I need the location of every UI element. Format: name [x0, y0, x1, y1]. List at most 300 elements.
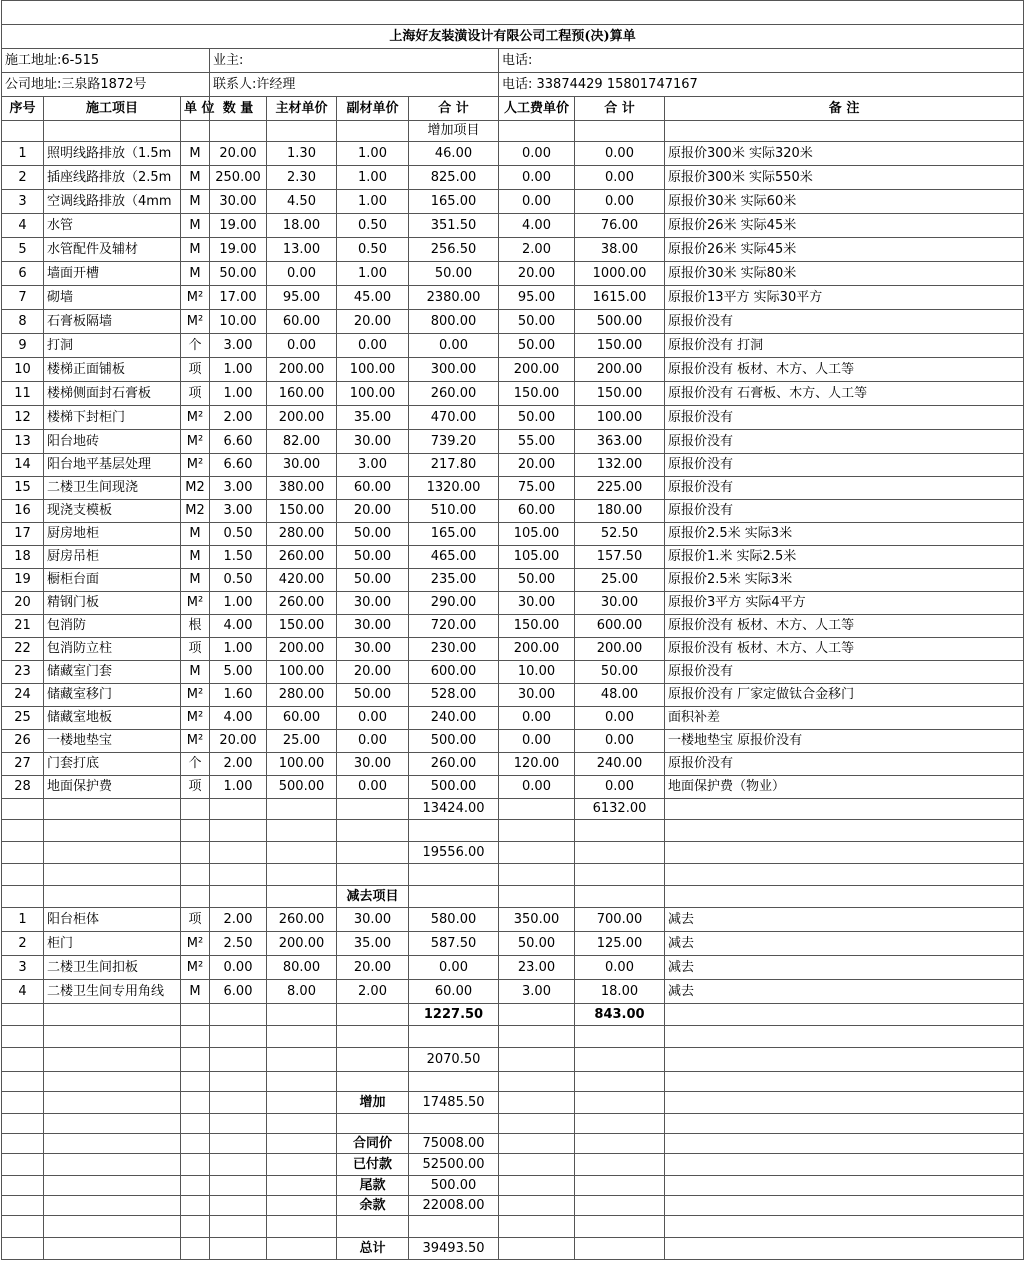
table-cell[interactable]: 项	[181, 638, 210, 661]
table-cell[interactable]: 1.60	[210, 684, 267, 707]
table-cell[interactable]: 20.00	[337, 661, 409, 684]
table-cell[interactable]: 50.00	[499, 932, 575, 956]
table-cell[interactable]: 256.50	[409, 238, 499, 262]
empty-cell[interactable]	[575, 1176, 665, 1196]
empty-cell[interactable]	[499, 842, 575, 864]
table-cell[interactable]: 1.00	[337, 142, 409, 166]
empty-cell[interactable]	[665, 1134, 1024, 1154]
table-cell[interactable]: 地面保护费（物业）	[665, 776, 1024, 799]
table-cell[interactable]: 4	[2, 214, 44, 238]
table-cell[interactable]: M	[181, 523, 210, 546]
empty-cell[interactable]	[575, 1114, 665, 1134]
table-cell[interactable]: M²	[181, 430, 210, 454]
empty-cell[interactable]	[409, 886, 499, 908]
table-cell[interactable]: 150.00	[267, 500, 337, 523]
summary-label[interactable]: 尾款	[337, 1176, 409, 1196]
table-cell[interactable]: 12	[2, 406, 44, 430]
summary-label[interactable]: 增加	[337, 1092, 409, 1114]
empty-cell[interactable]	[337, 1004, 409, 1026]
table-cell[interactable]: 精钢门板	[44, 592, 181, 615]
table-cell[interactable]: 52.50	[575, 523, 665, 546]
table-cell[interactable]: M²	[181, 956, 210, 980]
table-cell[interactable]: 470.00	[409, 406, 499, 430]
table-cell[interactable]: 1	[2, 142, 44, 166]
table-cell[interactable]: 0.00	[499, 707, 575, 730]
table-cell[interactable]: 260.00	[409, 382, 499, 406]
empty-cell[interactable]	[267, 886, 337, 908]
table-cell[interactable]: 0.50	[337, 214, 409, 238]
material-total[interactable]: 13424.00	[409, 799, 499, 820]
table-cell[interactable]: M	[181, 661, 210, 684]
table-cell[interactable]: 28	[2, 776, 44, 799]
empty-cell[interactable]	[665, 886, 1024, 908]
table-cell[interactable]: 2	[2, 932, 44, 956]
table-cell[interactable]: 一楼地垫宝	[44, 730, 181, 753]
table-cell[interactable]: 23.00	[499, 956, 575, 980]
table-cell[interactable]: 1.00	[210, 382, 267, 406]
empty-cell[interactable]	[210, 1238, 267, 1260]
table-cell[interactable]: 10	[2, 358, 44, 382]
empty-cell[interactable]	[210, 1114, 267, 1134]
table-cell[interactable]: 105.00	[499, 523, 575, 546]
table-cell[interactable]: 280.00	[267, 523, 337, 546]
empty-cell[interactable]	[267, 1196, 337, 1216]
empty-cell[interactable]	[2, 864, 44, 886]
empty-cell[interactable]	[665, 1048, 1024, 1072]
table-cell[interactable]: 240.00	[409, 707, 499, 730]
table-cell[interactable]: 22	[2, 638, 44, 661]
table-cell[interactable]: 38.00	[575, 238, 665, 262]
table-cell[interactable]: 50.00	[499, 310, 575, 334]
empty-cell[interactable]	[210, 1004, 267, 1026]
summary-value[interactable]: 52500.00	[409, 1154, 499, 1176]
table-cell[interactable]: 原报价30米 实际60米	[665, 190, 1024, 214]
summary-label[interactable]: 已付款	[337, 1154, 409, 1176]
table-cell[interactable]: 3.00	[210, 500, 267, 523]
section-title[interactable]: 增加项目	[409, 121, 499, 142]
table-cell[interactable]: 项	[181, 776, 210, 799]
table-cell[interactable]: M	[181, 980, 210, 1004]
empty-cell[interactable]	[267, 1238, 337, 1260]
empty-cell[interactable]	[575, 886, 665, 908]
empty-cell[interactable]	[267, 1026, 337, 1048]
table-cell[interactable]: 减去	[665, 908, 1024, 932]
table-cell[interactable]: 60.00	[267, 707, 337, 730]
table-cell[interactable]: 18.00	[267, 214, 337, 238]
empty-cell[interactable]	[210, 1134, 267, 1154]
table-cell[interactable]: 20.00	[210, 730, 267, 753]
table-cell[interactable]: 8.00	[267, 980, 337, 1004]
table-cell[interactable]: 260.00	[267, 546, 337, 569]
table-cell[interactable]: 20.00	[337, 956, 409, 980]
empty-cell[interactable]	[44, 886, 181, 908]
table-cell[interactable]: 原报价1.米 实际2.5米	[665, 546, 1024, 569]
table-cell[interactable]: 0.00	[337, 776, 409, 799]
company-address[interactable]: 公司地址:三泉路1872号	[2, 73, 210, 97]
empty-cell[interactable]	[665, 1196, 1024, 1216]
table-cell[interactable]: 阳台地平基层处理	[44, 454, 181, 477]
table-cell[interactable]: 260.00	[267, 592, 337, 615]
table-cell[interactable]: 0.00	[575, 707, 665, 730]
empty-cell[interactable]	[575, 1134, 665, 1154]
table-cell[interactable]: 个	[181, 753, 210, 776]
empty-cell[interactable]	[267, 1004, 337, 1026]
table-cell[interactable]: 26	[2, 730, 44, 753]
table-cell[interactable]: 50.00	[409, 262, 499, 286]
table-cell[interactable]: 50.00	[499, 569, 575, 592]
table-cell[interactable]: 1.00	[337, 262, 409, 286]
table-cell[interactable]: 原报价26米 实际45米	[665, 214, 1024, 238]
table-cell[interactable]: 1	[2, 908, 44, 932]
empty-cell[interactable]	[44, 1238, 181, 1260]
table-cell[interactable]: M²	[181, 592, 210, 615]
table-cell[interactable]: 原报价没有 石膏板、木方、人工等	[665, 382, 1024, 406]
table-cell[interactable]: 180.00	[575, 500, 665, 523]
empty-cell[interactable]	[2, 1238, 44, 1260]
empty-cell[interactable]	[44, 799, 181, 820]
material-total[interactable]: 1227.50	[409, 1004, 499, 1026]
empty-cell[interactable]	[181, 1048, 210, 1072]
table-cell[interactable]: 1000.00	[575, 262, 665, 286]
table-cell[interactable]: 原报价没有 板材、木方、人工等	[665, 358, 1024, 382]
table-cell[interactable]: 20.00	[210, 142, 267, 166]
table-cell[interactable]: 3.00	[210, 334, 267, 358]
table-cell[interactable]: 35.00	[337, 932, 409, 956]
empty-cell[interactable]	[499, 1134, 575, 1154]
table-cell[interactable]: 减去	[665, 980, 1024, 1004]
empty-cell[interactable]	[44, 864, 181, 886]
table-cell[interactable]: 528.00	[409, 684, 499, 707]
column-header[interactable]: 合 计	[409, 97, 499, 121]
table-cell[interactable]: 100.00	[267, 661, 337, 684]
table-cell[interactable]: 0.00	[499, 166, 575, 190]
table-cell[interactable]: 个	[181, 334, 210, 358]
column-header[interactable]: 合 计	[575, 97, 665, 121]
empty-cell[interactable]	[499, 1176, 575, 1196]
table-cell[interactable]: 200.00	[575, 638, 665, 661]
empty-cell[interactable]	[665, 842, 1024, 864]
labor-total[interactable]: 843.00	[575, 1004, 665, 1026]
table-cell[interactable]: 3	[2, 190, 44, 214]
empty-cell[interactable]	[267, 1048, 337, 1072]
table-cell[interactable]: 2.00	[337, 980, 409, 1004]
empty-cell[interactable]	[575, 1154, 665, 1176]
empty-cell[interactable]	[44, 1114, 181, 1134]
table-cell[interactable]: 20	[2, 592, 44, 615]
table-cell[interactable]: 0.00	[575, 190, 665, 214]
empty-cell[interactable]	[499, 820, 575, 842]
table-cell[interactable]: 0.50	[210, 523, 267, 546]
table-cell[interactable]: 95.00	[267, 286, 337, 310]
table-cell[interactable]: M	[181, 190, 210, 214]
empty-cell[interactable]	[2, 1114, 44, 1134]
table-cell[interactable]: 打洞	[44, 334, 181, 358]
empty-cell[interactable]	[267, 820, 337, 842]
table-cell[interactable]: 0.00	[267, 334, 337, 358]
table-cell[interactable]: M²	[181, 684, 210, 707]
empty-cell[interactable]	[665, 1114, 1024, 1134]
table-cell[interactable]: M²	[181, 286, 210, 310]
table-cell[interactable]: 217.80	[409, 454, 499, 477]
table-cell[interactable]: 20.00	[499, 454, 575, 477]
owner-field[interactable]: 业主:	[210, 49, 499, 73]
table-cell[interactable]: 原报价没有	[665, 500, 1024, 523]
table-cell[interactable]: M	[181, 262, 210, 286]
empty-cell[interactable]	[499, 1026, 575, 1048]
table-cell[interactable]: 25.00	[575, 569, 665, 592]
table-cell[interactable]: 30.00	[337, 908, 409, 932]
table-cell[interactable]: 160.00	[267, 382, 337, 406]
table-cell[interactable]: 60.00	[267, 310, 337, 334]
table-cell[interactable]: 1.50	[210, 546, 267, 569]
empty-cell[interactable]	[210, 1176, 267, 1196]
table-cell[interactable]: 0.00	[575, 166, 665, 190]
empty-cell[interactable]	[181, 1154, 210, 1176]
table-cell[interactable]: 原报价2.5米 实际3米	[665, 523, 1024, 546]
table-cell[interactable]: 4.00	[499, 214, 575, 238]
table-cell[interactable]: 30.00	[267, 454, 337, 477]
empty-cell[interactable]	[210, 820, 267, 842]
table-cell[interactable]: 420.00	[267, 569, 337, 592]
table-cell[interactable]: 原报价26米 实际45米	[665, 238, 1024, 262]
table-cell[interactable]: 30.00	[499, 684, 575, 707]
table-cell[interactable]: 150.00	[575, 382, 665, 406]
empty-cell[interactable]	[210, 864, 267, 886]
empty-cell[interactable]	[210, 1216, 267, 1238]
table-cell[interactable]: 原报价没有 板材、木方、人工等	[665, 638, 1024, 661]
empty-cell[interactable]	[181, 799, 210, 820]
table-cell[interactable]: 插座线路排放（2.5m	[44, 166, 181, 190]
table-cell[interactable]: 原报价没有	[665, 310, 1024, 334]
table-cell[interactable]: 空调线路排放（4mm	[44, 190, 181, 214]
add-grand-total[interactable]: 19556.00	[409, 842, 499, 864]
summary-label[interactable]: 余款	[337, 1196, 409, 1216]
table-cell[interactable]: 260.00	[409, 753, 499, 776]
table-cell[interactable]: 17.00	[210, 286, 267, 310]
empty-cell[interactable]	[665, 1026, 1024, 1048]
table-cell[interactable]: M²	[181, 454, 210, 477]
empty-cell[interactable]	[267, 864, 337, 886]
table-cell[interactable]: M²	[181, 310, 210, 334]
table-cell[interactable]: 465.00	[409, 546, 499, 569]
table-cell[interactable]: 楼梯正面铺板	[44, 358, 181, 382]
empty-cell[interactable]	[337, 1072, 409, 1092]
table-cell[interactable]: 0.00	[210, 956, 267, 980]
table-cell[interactable]: 30.00	[337, 638, 409, 661]
table-cell[interactable]: 200.00	[267, 638, 337, 661]
table-cell[interactable]: 200.00	[267, 358, 337, 382]
table-cell[interactable]: 原报价没有 板材、木方、人工等	[665, 615, 1024, 638]
empty-cell[interactable]	[665, 799, 1024, 820]
table-cell[interactable]: 楼梯侧面封石膏板	[44, 382, 181, 406]
empty-cell[interactable]	[499, 864, 575, 886]
empty-cell[interactable]	[337, 1048, 409, 1072]
table-cell[interactable]: 500.00	[575, 310, 665, 334]
table-cell[interactable]: 15	[2, 477, 44, 500]
table-cell[interactable]: 2380.00	[409, 286, 499, 310]
empty-cell[interactable]	[499, 121, 575, 142]
table-cell[interactable]: 225.00	[575, 477, 665, 500]
table-cell[interactable]: 14	[2, 454, 44, 477]
empty-cell[interactable]	[210, 1154, 267, 1176]
empty-cell[interactable]	[575, 1072, 665, 1092]
column-header[interactable]: 序号	[2, 97, 44, 121]
table-cell[interactable]: 4.00	[210, 615, 267, 638]
empty-cell[interactable]	[44, 1216, 181, 1238]
table-cell[interactable]: 16	[2, 500, 44, 523]
empty-cell[interactable]	[267, 1114, 337, 1134]
table-cell[interactable]: 50.00	[499, 406, 575, 430]
table-cell[interactable]: 0.00	[409, 334, 499, 358]
empty-cell[interactable]	[210, 1196, 267, 1216]
table-cell[interactable]: 现浇支模板	[44, 500, 181, 523]
table-cell[interactable]: 10.00	[499, 661, 575, 684]
empty-cell[interactable]	[210, 1048, 267, 1072]
empty-cell[interactable]	[409, 1072, 499, 1092]
empty-cell[interactable]	[267, 1154, 337, 1176]
table-cell[interactable]: 30.00	[337, 430, 409, 454]
table-cell[interactable]: 门套打底	[44, 753, 181, 776]
table-cell[interactable]: 11	[2, 382, 44, 406]
column-header[interactable]: 施工项目	[44, 97, 181, 121]
empty-cell[interactable]	[499, 1004, 575, 1026]
table-cell[interactable]: 项	[181, 908, 210, 932]
table-cell[interactable]: 柜门	[44, 932, 181, 956]
table-cell[interactable]: 二楼卫生间现浇	[44, 477, 181, 500]
table-cell[interactable]: 18	[2, 546, 44, 569]
table-cell[interactable]: 150.00	[267, 615, 337, 638]
table-cell[interactable]: 2.30	[267, 166, 337, 190]
table-cell[interactable]: 132.00	[575, 454, 665, 477]
table-cell[interactable]: 包消防立柱	[44, 638, 181, 661]
summary-value[interactable]: 39493.50	[409, 1238, 499, 1260]
table-cell[interactable]: 1.00	[210, 776, 267, 799]
table-cell[interactable]: 27	[2, 753, 44, 776]
table-cell[interactable]: 2.00	[210, 406, 267, 430]
table-cell[interactable]: 原报价没有	[665, 406, 1024, 430]
empty-cell[interactable]	[337, 1216, 409, 1238]
table-cell[interactable]: 1615.00	[575, 286, 665, 310]
empty-cell[interactable]	[575, 1238, 665, 1260]
table-cell[interactable]: 290.00	[409, 592, 499, 615]
table-cell[interactable]: 76.00	[575, 214, 665, 238]
table-cell[interactable]: 50.00	[337, 523, 409, 546]
table-cell[interactable]: 0.00	[337, 334, 409, 358]
table-cell[interactable]: 5	[2, 238, 44, 262]
table-cell[interactable]: M²	[181, 730, 210, 753]
empty-cell[interactable]	[499, 1238, 575, 1260]
table-cell[interactable]: 1.00	[210, 638, 267, 661]
table-cell[interactable]: 25.00	[267, 730, 337, 753]
column-header[interactable]: 人工费单价	[499, 97, 575, 121]
table-cell[interactable]: 原报价没有 厂家定做钛合金移门	[665, 684, 1024, 707]
phone-field-1[interactable]: 电话:	[499, 49, 1024, 73]
table-cell[interactable]: 21	[2, 615, 44, 638]
table-cell[interactable]: 根	[181, 615, 210, 638]
table-cell[interactable]: 3.00	[337, 454, 409, 477]
table-cell[interactable]: 0.00	[267, 262, 337, 286]
table-cell[interactable]: 50.00	[337, 684, 409, 707]
table-cell[interactable]: 82.00	[267, 430, 337, 454]
empty-cell[interactable]	[44, 842, 181, 864]
table-cell[interactable]: 105.00	[499, 546, 575, 569]
table-cell[interactable]: 8	[2, 310, 44, 334]
empty-cell[interactable]	[181, 1238, 210, 1260]
table-cell[interactable]: 587.50	[409, 932, 499, 956]
empty-cell[interactable]	[210, 121, 267, 142]
table-cell[interactable]: 0.00	[575, 730, 665, 753]
empty-cell[interactable]	[44, 1092, 181, 1114]
table-cell[interactable]: 165.00	[409, 190, 499, 214]
table-cell[interactable]: 75.00	[499, 477, 575, 500]
table-cell[interactable]: M	[181, 238, 210, 262]
table-cell[interactable]: 50.00	[210, 262, 267, 286]
table-cell[interactable]: 阳台柜体	[44, 908, 181, 932]
empty-cell[interactable]	[337, 842, 409, 864]
empty-cell[interactable]	[44, 1004, 181, 1026]
table-cell[interactable]: 30.00	[337, 592, 409, 615]
table-cell[interactable]: 原报价2.5米 实际3米	[665, 569, 1024, 592]
summary-label[interactable]: 总计	[337, 1238, 409, 1260]
table-cell[interactable]: 580.00	[409, 908, 499, 932]
column-header[interactable]: 主材单价	[267, 97, 337, 121]
table-cell[interactable]: 100.00	[337, 382, 409, 406]
table-cell[interactable]: 2.00	[499, 238, 575, 262]
table-cell[interactable]: M2	[181, 500, 210, 523]
table-cell[interactable]: 5.00	[210, 661, 267, 684]
table-cell[interactable]: 55.00	[499, 430, 575, 454]
table-cell[interactable]: 50.00	[499, 334, 575, 358]
section-title[interactable]: 减去项目	[337, 886, 409, 908]
empty-cell[interactable]	[2, 1196, 44, 1216]
table-cell[interactable]: 原报价没有	[665, 454, 1024, 477]
empty-cell[interactable]	[575, 1196, 665, 1216]
table-cell[interactable]: 水管配件及辅材	[44, 238, 181, 262]
table-cell[interactable]: 二楼卫生间专用角线	[44, 980, 181, 1004]
table-cell[interactable]: 100.00	[575, 406, 665, 430]
table-cell[interactable]: M2	[181, 477, 210, 500]
empty-cell[interactable]	[499, 1092, 575, 1114]
table-cell[interactable]: 50.00	[337, 546, 409, 569]
empty-cell[interactable]	[337, 1026, 409, 1048]
table-cell[interactable]: 10.00	[210, 310, 267, 334]
empty-cell[interactable]	[575, 1048, 665, 1072]
empty-cell[interactable]	[44, 1072, 181, 1092]
empty-cell[interactable]	[2, 799, 44, 820]
table-cell[interactable]: 原报价3平方 实际4平方	[665, 592, 1024, 615]
table-cell[interactable]: 165.00	[409, 523, 499, 546]
table-cell[interactable]: 墙面开槽	[44, 262, 181, 286]
table-cell[interactable]: 60.00	[499, 500, 575, 523]
table-cell[interactable]: M	[181, 214, 210, 238]
summary-value[interactable]: 17485.50	[409, 1092, 499, 1114]
table-cell[interactable]: 1.00	[337, 190, 409, 214]
table-cell[interactable]: 739.20	[409, 430, 499, 454]
table-cell[interactable]: 125.00	[575, 932, 665, 956]
table-cell[interactable]: M	[181, 569, 210, 592]
empty-cell[interactable]	[665, 1004, 1024, 1026]
empty-cell[interactable]	[267, 1216, 337, 1238]
table-cell[interactable]: 0.50	[337, 238, 409, 262]
table-cell[interactable]: 20.00	[337, 310, 409, 334]
table-cell[interactable]: 原报价没有	[665, 661, 1024, 684]
empty-cell[interactable]	[181, 886, 210, 908]
table-cell[interactable]: 1.00	[337, 166, 409, 190]
table-cell[interactable]: 减去	[665, 932, 1024, 956]
table-cell[interactable]: 60.00	[409, 980, 499, 1004]
empty-cell[interactable]	[44, 820, 181, 842]
table-cell[interactable]: 60.00	[337, 477, 409, 500]
